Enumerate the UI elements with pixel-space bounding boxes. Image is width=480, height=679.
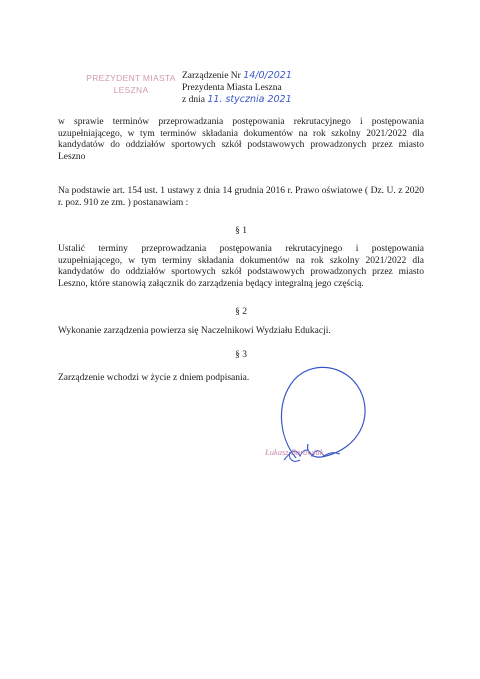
section-1-text: Ustalić terminy przeprowadzania postępowania rekrutacyjnego i postępowania uzupełniającego, w tym terminy składania dokumentów na rok szkolny 2021/2022 dla kandydatów do oddziałów sportowych szkół podstawowych prowadzonych przez miasto Leszno, które stanowią załącznik do zarządzenia będący integralną jego częścią. xyxy=(58,244,424,289)
legal-basis: Na podstawie art. 154 ust. 1 ustawy z dnia 14 grudnia 2016 r. Prawo oświatowe ( Dz. U. z 2020 r. poz. 910 ze zm. ) postanawiam : xyxy=(58,186,424,208)
header-date-prefix: z dnia xyxy=(182,95,205,105)
signer-name: Łukasz Borowiak xyxy=(265,447,324,457)
header-label: Zarządzenie xyxy=(182,71,229,81)
header-date-value: 11. stycznia 2021 xyxy=(207,94,292,105)
document-header xyxy=(182,70,292,107)
section-1-heading: § 1 xyxy=(235,226,247,236)
header-nr-value: 14/0/2021 xyxy=(243,70,292,81)
stamp-line-2: LESZNA xyxy=(113,85,149,95)
stamp-line-1: PREZYDENT MIASTA xyxy=(86,73,176,83)
section-3-text: Zarządzenie wchodzi w życie z dniem podpisania. xyxy=(58,373,250,383)
header-issuer: Prezydenta Miasta Leszna xyxy=(182,82,282,93)
mayor-stamp xyxy=(86,72,176,96)
section-3-heading: § 3 xyxy=(235,350,247,360)
section-2-text: Wykonanie zarządzenia powierza się Naczelnikowi Wydziału Edukacji. xyxy=(58,326,331,336)
header-number-row xyxy=(182,70,292,83)
section-2-heading: § 2 xyxy=(235,307,247,317)
header-date-row xyxy=(182,94,292,107)
document-subject: w sprawie terminów przeprowadzania postępowania rekrutacyjnego i postępowania uzupełniającego, w tym terminów składania dokumentów na rok szkolny 2021/2022 dla kandydatów do oddziałów sportowych szkół podstawowych prowadzonych przez miasto Leszno xyxy=(58,117,424,162)
header-nr-prefix: Nr xyxy=(230,71,241,81)
